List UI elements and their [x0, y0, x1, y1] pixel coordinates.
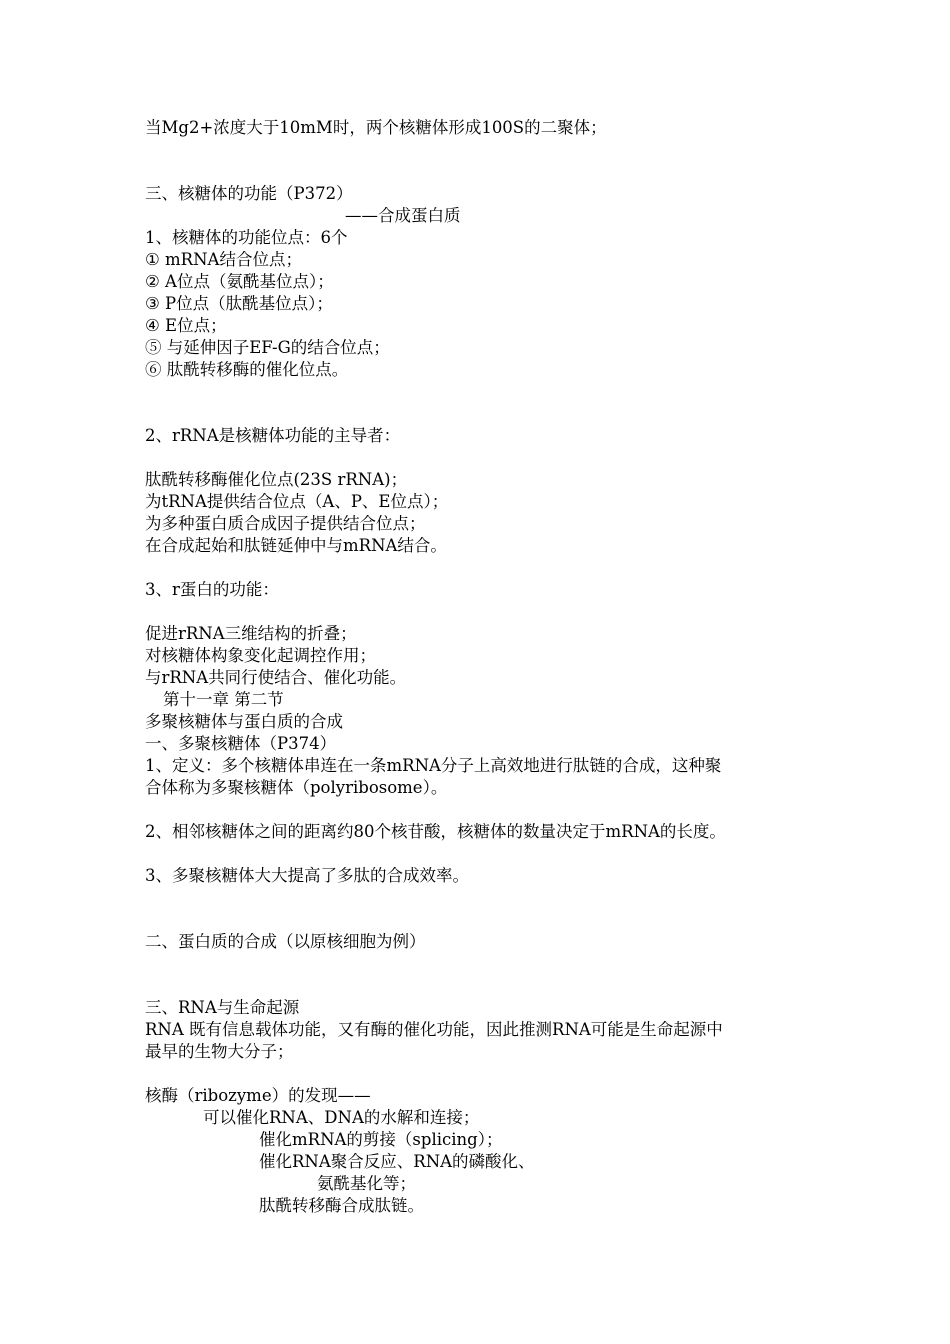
text-line-rna-origin-1: RNA 既有信息载体功能，又有酶的催化功能，因此推测RNA可能是生命起源中: [145, 1020, 723, 1039]
text-line-ribozyme-1: 可以催化RNA、DNA的水解和连接；: [203, 1108, 480, 1127]
text-line-efficiency: 3、多聚核糖体大大提高了多肽的合成效率。: [145, 866, 469, 885]
text-line-ribozyme-2: 催化mRNA的剪接（splicing）；: [259, 1130, 503, 1149]
text-line-rrna-2: 为tRNA提供结合位点（A、P、E位点）；: [145, 492, 449, 511]
chapter-heading: 第十一章 第二节: [163, 690, 284, 709]
heading-r-protein: 3、r蛋白的功能：: [145, 580, 279, 599]
text-line-ribozyme: 核酶（ribozyme）的发现——: [145, 1086, 371, 1105]
text-line-spacing: 2、相邻核糖体之间的距离约80个核苷酸，核糖体的数量决定于mRNA的长度。: [145, 822, 726, 841]
list-item-site-3: ③ P位点（肽酰基位点）；: [145, 294, 333, 313]
text-line-definition-1: 1、定义：多个核糖体串连在一条mRNA分子上高效地进行肽链的合成，这种聚: [145, 756, 722, 775]
text-line-rna-origin-2: 最早的生物大分子；: [145, 1042, 294, 1061]
text-line-functional-sites: 1、核糖体的功能位点：6个: [145, 228, 348, 247]
list-item-site-1: ① mRNA结合位点；: [145, 250, 302, 269]
text-line-definition-2: 合体称为多聚核糖体（polyribosome）。: [145, 778, 448, 797]
text-line-rrna-1: 肽酰转移酶催化位点(23S rRNA)；: [145, 470, 408, 489]
text-line-ribozyme-3: 催化RNA聚合反应、RNA的磷酸化、: [259, 1152, 535, 1171]
heading-rna-origin: 三、RNA与生命起源: [145, 998, 300, 1017]
list-item-site-4: ④ E位点；: [145, 316, 227, 335]
text-line-r-protein-1: 促进rRNA三维结构的折叠；: [145, 624, 357, 643]
heading-protein-synthesis: 二、蛋白质的合成（以原核细胞为例）: [145, 932, 426, 951]
heading-polyribosome: 一、多聚核糖体（P374）: [145, 734, 337, 753]
heading-rrna-role: 2、rRNA是核糖体功能的主导者：: [145, 426, 401, 445]
heading-ribosome-function: 三、核糖体的功能（P372）: [145, 184, 353, 203]
list-item-site-5: ⑤ 与延伸因子EF-G的结合位点；: [145, 338, 390, 357]
list-item-site-6: ⑥ 肽酰转移酶的催化位点。: [145, 360, 349, 379]
section-title: 多聚核糖体与蛋白质的合成: [145, 712, 343, 731]
text-line-ribozyme-4: 氨酰基化等；: [317, 1174, 416, 1193]
text-line-rrna-4: 在合成起始和肽链延伸中与mRNA结合。: [145, 536, 447, 555]
text-line-r-protein-2: 对核糖体构象变化起调控作用；: [145, 646, 376, 665]
list-item-site-2: ② A位点（氨酰基位点）；: [145, 272, 334, 291]
text-line-ribozyme-5: 肽酰转移酶合成肽链。: [259, 1196, 424, 1215]
text-line-mg-dimer: 当Mg2+浓度大于10mM时，两个核糖体形成100S的二聚体；: [145, 118, 607, 137]
subtitle-protein-synthesis: ——合成蛋白质: [345, 206, 461, 225]
text-line-rrna-3: 为多种蛋白质合成因子提供结合位点；: [145, 514, 426, 533]
text-line-r-protein-3: 与rRNA共同行使结合、催化功能。: [145, 668, 407, 687]
